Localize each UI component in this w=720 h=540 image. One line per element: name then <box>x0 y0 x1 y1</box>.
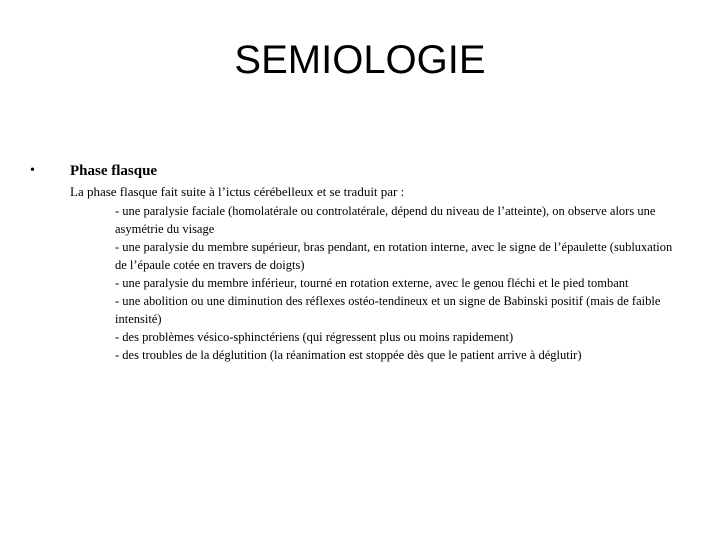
list-item: - des problèmes vésico-sphinctériens (qui régressent plus ou moins rapidement) <box>115 330 514 344</box>
intro-text: La phase flasque fait suite à l’ictus cérébelleux et se traduit par : <box>70 184 405 199</box>
list-item: - une paralysie du membre inférieur, tourné en rotation externe, avec le genou fléchi et le pied tombant <box>115 276 629 290</box>
section-heading: Phase flasque <box>70 163 158 179</box>
list-item: - des troubles de la déglutition (la réanimation est stoppée dès que le patient arrive à déglutir) <box>115 348 582 362</box>
list-item: - une abolition ou une diminution des réflexes ostéo-tendineux et un signe de Babinski positif (mais de faible intensité) <box>115 294 661 326</box>
bullet-dot: • <box>30 163 35 178</box>
list-item: - une paralysie faciale (homolatérale ou controlatérale, dépend du niveau de l’atteinte), on observe alors une asymétrie du visage <box>115 204 656 236</box>
symptom-list <box>115 202 685 364</box>
slide-title: SEMIOLOGIE <box>234 38 486 82</box>
list-item: - une paralysie du membre supérieur, bras pendant, en rotation interne, avec le signe de l’épaulette (subluxation de l’épaule cotée en travers de doigts) <box>115 240 673 272</box>
